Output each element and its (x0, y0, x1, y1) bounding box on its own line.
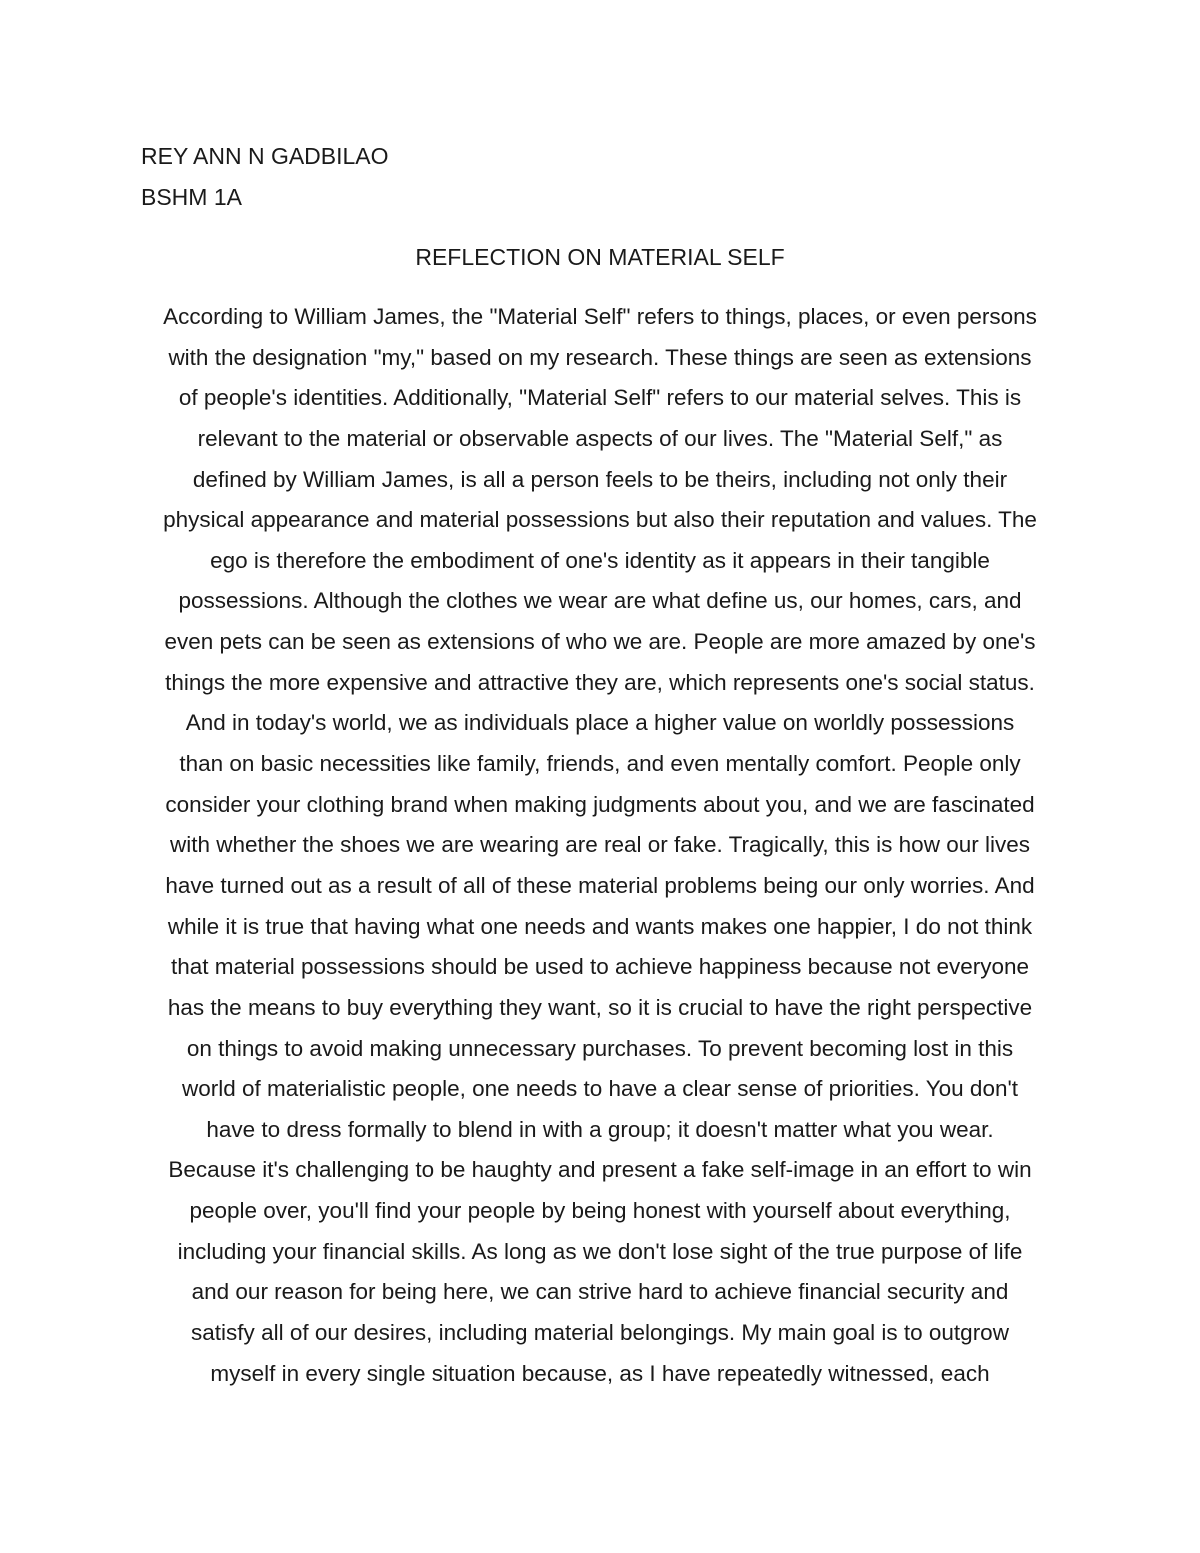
body-line: possessions. Although the clothes we wear are what define us, our homes, cars, and (178, 588, 1022, 614)
body-line: while it is true that having what one needs and wants makes one happier, I do not think (167, 913, 1033, 939)
body-line: on things to avoid making unnecessary purchases. To prevent becoming lost in this (186, 1035, 1014, 1061)
body-line: relevant to the material or observable aspects of our lives. The "Material Self," as (197, 425, 1003, 451)
document-title: REFLECTION ON MATERIAL SELF (415, 244, 785, 270)
body-line: than on basic necessities like family, friends, and even mentally comfort. People only (179, 751, 1021, 777)
body-line: myself in every single situation because, as I have repeatedly witnessed, each (210, 1360, 990, 1386)
body-line: including your financial skills. As long as we don't lose sight of the true purpose of life (177, 1238, 1023, 1264)
body-line: satisfy all of our desires, including material belongings. My main goal is to outgrow (191, 1320, 1009, 1346)
body-line: have to dress formally to blend in with a group; it doesn't matter what you wear. (206, 1116, 994, 1142)
body-line: things the more expensive and attractive they are, which represents one's social status. (165, 669, 1035, 695)
body-line: And in today's world, we as individuals place a higher value on worldly possessions (185, 710, 1015, 736)
body-line: have turned out as a result of all of these material problems being our only worries. And (165, 872, 1035, 898)
body-line: Because it's challenging to be haughty and present a fake self-image in an effort to win (168, 1157, 1032, 1183)
body-line: physical appearance and material possessions but also their reputation and values. The (163, 507, 1037, 533)
body-line: ego is therefore the embodiment of one's identity as it appears in their tangible (210, 547, 990, 573)
body-line: with the designation "my," based on my research. These things are seen as extensions (168, 344, 1032, 370)
body-line: consider your clothing brand when making judgments about you, and we are fascinated (165, 791, 1035, 817)
body-line: According to William James, the "Material Self" refers to things, places, or even persons (163, 304, 1037, 329)
body-line: world of materialistic people, one needs to have a clear sense of priorities. You don't (181, 1076, 1019, 1102)
course-section: BSHM 1A (141, 184, 242, 210)
body-line: and our reason for being here, we can strive hard to achieve financial security and (191, 1279, 1009, 1305)
body-line: even pets can be seen as extensions of who we are. People are more amazed by one's (164, 629, 1036, 655)
body-line: with whether the shoes we are wearing are real or fake. Tragically, this is how our lives (170, 832, 1030, 858)
body-line: people over, you'll find your people by being honest with yourself about everything, (189, 1198, 1011, 1224)
body-line: that material possessions should be used to achieve happiness because not everyone (170, 954, 1030, 980)
body-paragraph (120, 303, 1080, 1400)
author-name: REY ANN N GADBILAO (141, 143, 389, 169)
body-line: of people's identities. Additionally, "Material Self" refers to our material selves. This is (178, 385, 1022, 411)
body-line: defined by William James, is all a person feels to be theirs, including not only their (192, 466, 1008, 492)
body-line: has the means to buy everything they want, so it is crucial to have the right perspective (167, 994, 1033, 1020)
